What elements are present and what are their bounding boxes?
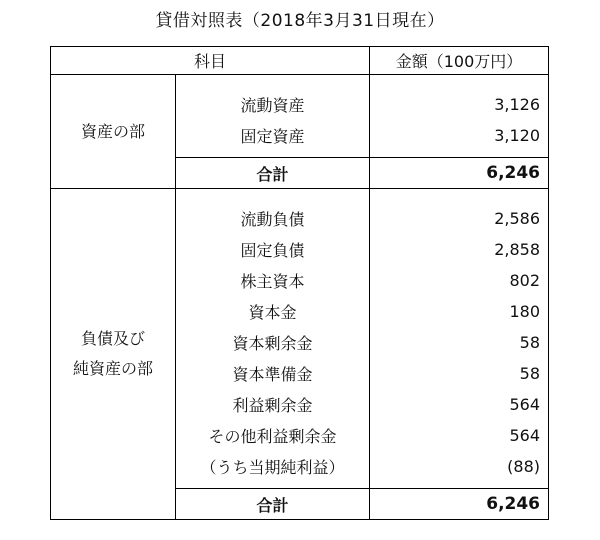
total-amount: 6,246 <box>370 158 549 189</box>
balance-sheet-table <box>50 46 549 520</box>
liabilities-section-text-line1: 負債及び <box>80 329 145 348</box>
item-amount: 180 <box>370 296 549 327</box>
item-name: 流動資産 <box>176 75 370 121</box>
item-amount: 802 <box>370 265 549 296</box>
total-label: 合計 <box>176 489 370 520</box>
table-row <box>51 189 549 235</box>
item-amount: 3,126 <box>370 75 549 121</box>
item-amount: 2,858 <box>370 234 549 265</box>
assets-section-text: 資産の部 <box>80 121 145 141</box>
item-amount: 58 <box>370 358 549 389</box>
item-amount: 58 <box>370 327 549 358</box>
item-name: 株主資本 <box>176 265 370 296</box>
item-name: 資本金 <box>176 296 370 327</box>
header-item-label: 科目 <box>51 47 370 75</box>
item-amount: 564 <box>370 420 549 451</box>
item-amount: 564 <box>370 389 549 420</box>
item-name: 固定負債 <box>176 234 370 265</box>
item-name: 資本準備金 <box>176 358 370 389</box>
liabilities-section-label <box>51 189 176 520</box>
item-amount: (88) <box>370 451 549 489</box>
item-amount: 2,586 <box>370 189 549 235</box>
total-label: 合計 <box>176 158 370 189</box>
item-name: 固定資産 <box>176 120 370 158</box>
header-row <box>51 47 549 75</box>
liabilities-section-text-line2: 純資産の部 <box>72 359 153 378</box>
table-row <box>51 75 549 121</box>
item-name: （うち当期純利益） <box>176 451 370 489</box>
item-name: 利益剰余金 <box>176 389 370 420</box>
header-amount-label: 金額（100万円） <box>370 47 549 75</box>
item-name: その他利益剰余金 <box>176 420 370 451</box>
item-amount: 3,120 <box>370 120 549 158</box>
total-amount: 6,246 <box>370 489 549 520</box>
item-name: 資本剰余金 <box>176 327 370 358</box>
item-name: 流動負債 <box>176 189 370 235</box>
assets-section-label <box>51 75 176 189</box>
document-title: 貸借対照表（2018年3月31日現在） <box>155 11 445 31</box>
